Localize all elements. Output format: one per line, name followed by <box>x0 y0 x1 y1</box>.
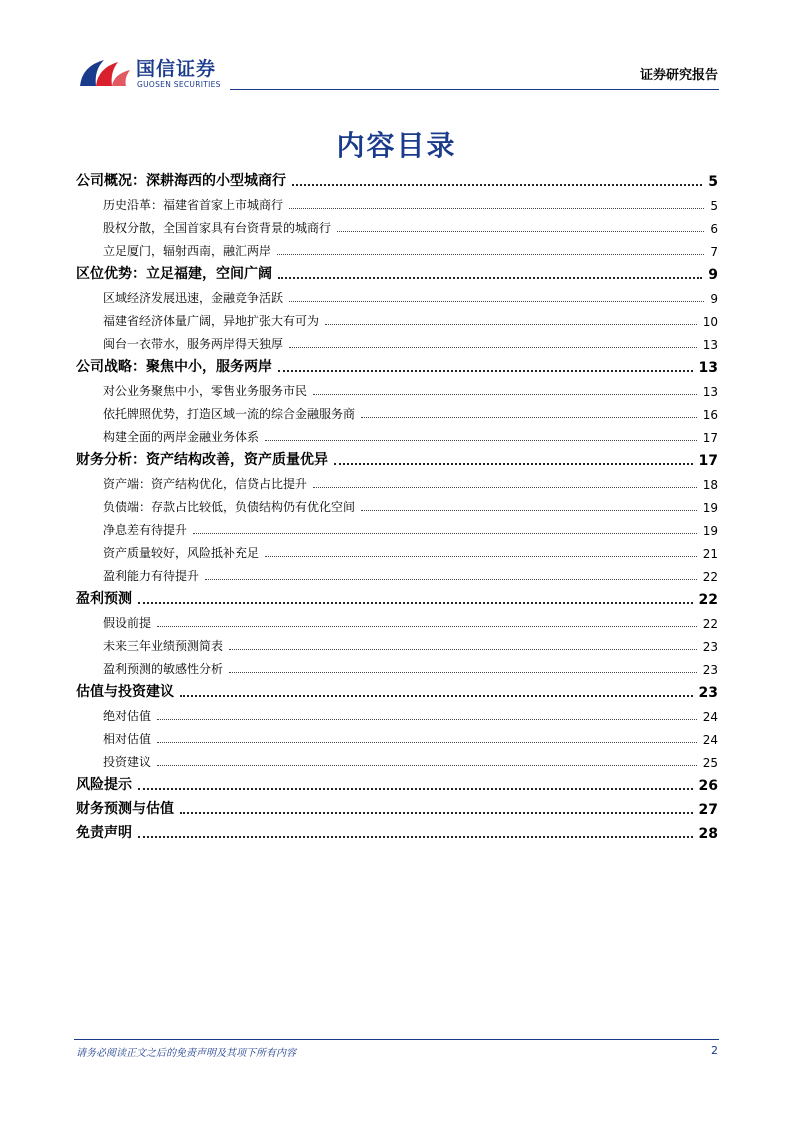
toc-entry-page: 18 <box>702 478 718 492</box>
toc-entry-label: 区域经济发展迅速，金融竞争活跃 <box>103 291 284 305</box>
toc-entry-label: 风险提示 <box>76 777 132 793</box>
toc-entry-page: 26 <box>698 778 718 794</box>
toc-entry-label: 历史沿革：福建省首家上市城商行 <box>103 198 284 212</box>
toc-dot-leader <box>334 463 693 465</box>
toc-dot-leader <box>138 788 693 790</box>
toc-entry-label: 盈利预测 <box>76 591 132 607</box>
toc-entry-page: 17 <box>698 453 718 469</box>
toc-entry-page: 9 <box>708 267 718 283</box>
toc-entry-page: 13 <box>702 385 718 399</box>
toc-entry-label: 股权分散，全国首家具有台资背景的城商行 <box>103 221 332 235</box>
brand-logo <box>74 52 224 96</box>
report-type-label: 证券研究报告 <box>639 68 718 83</box>
toc-dot-leader <box>292 184 702 186</box>
toc-section-entry[interactable] <box>76 447 718 471</box>
toc-entry-page: 10 <box>702 315 718 329</box>
toc-subsection-entry[interactable] <box>76 331 718 354</box>
toc-entry-label: 立足厦门，辐射西南，融汇两岸 <box>103 244 272 258</box>
toc-entry-page: 22 <box>702 570 718 584</box>
toc-subsection-entry[interactable] <box>76 215 718 238</box>
toc-subsection-entry[interactable] <box>76 238 718 261</box>
toc-dot-leader <box>337 231 704 232</box>
toc-entry-page: 16 <box>702 408 718 422</box>
toc-dot-leader <box>138 836 693 838</box>
toc-entry-label: 对公业务聚焦中小，零售业务服务市民 <box>103 384 308 398</box>
table-of-contents <box>76 168 718 844</box>
logo-name-cn: 国信证券 <box>136 58 217 80</box>
toc-dot-leader <box>229 672 697 673</box>
toc-subsection-entry[interactable] <box>76 378 718 401</box>
toc-entry-label: 公司概况：深耕海西的小型城商行 <box>76 173 286 189</box>
toc-subsection-entry[interactable] <box>76 633 718 656</box>
toc-section-entry[interactable] <box>76 796 718 820</box>
toc-entry-page: 19 <box>702 524 718 538</box>
toc-subsection-entry[interactable] <box>76 401 718 424</box>
toc-entry-label: 盈利能力有待提升 <box>103 569 200 583</box>
toc-section-entry[interactable] <box>76 354 718 378</box>
toc-section-entry[interactable] <box>76 679 718 703</box>
header-divider <box>230 89 719 90</box>
toc-entry-label: 绝对估值 <box>103 709 152 723</box>
toc-entry-page: 28 <box>698 826 718 842</box>
toc-dot-leader <box>157 765 697 766</box>
toc-entry-page: 24 <box>702 733 718 747</box>
toc-entry-label: 免责声明 <box>76 825 132 841</box>
toc-dot-leader <box>157 626 697 627</box>
toc-subsection-entry[interactable] <box>76 703 718 726</box>
toc-entry-page: 21 <box>702 547 718 561</box>
toc-dot-leader <box>180 695 693 697</box>
toc-entry-label: 财务预测与估值 <box>76 801 174 817</box>
toc-dot-leader <box>265 440 697 441</box>
toc-entry-page: 9 <box>710 292 718 306</box>
toc-subsection-entry[interactable] <box>76 471 718 494</box>
toc-dot-leader <box>313 394 697 395</box>
toc-section-entry[interactable] <box>76 261 718 285</box>
toc-subsection-entry[interactable] <box>76 285 718 308</box>
toc-entry-label: 资产质量较好，风险抵补充足 <box>103 546 260 560</box>
toc-subsection-entry[interactable] <box>76 726 718 749</box>
toc-entry-page: 25 <box>702 756 718 770</box>
toc-subsection-entry[interactable] <box>76 494 718 517</box>
toc-dot-leader <box>361 510 697 511</box>
toc-entry-label: 假设前提 <box>103 616 152 630</box>
toc-entry-label: 福建省经济体量广阔，异地扩张大有可为 <box>103 314 320 328</box>
toc-entry-label: 公司战略：聚焦中小，服务两岸 <box>76 359 272 375</box>
toc-dot-leader <box>289 347 697 348</box>
toc-entry-label: 投资建议 <box>103 755 152 769</box>
toc-entry-label: 构建全面的两岸金融业务体系 <box>103 430 260 444</box>
toc-subsection-entry[interactable] <box>76 610 718 633</box>
toc-entry-label: 闽台一衣带水，服务两岸得天独厚 <box>103 337 284 351</box>
toc-title: 内容目录 <box>336 129 457 162</box>
toc-entry-label: 净息差有待提升 <box>103 523 188 537</box>
toc-entry-page: 13 <box>698 360 718 376</box>
toc-dot-leader <box>157 742 697 743</box>
toc-entry-page: 5 <box>710 199 718 213</box>
toc-entry-page: 13 <box>702 338 718 352</box>
toc-dot-leader <box>277 254 704 255</box>
toc-section-entry[interactable] <box>76 586 718 610</box>
page-number: 2 <box>711 1044 718 1057</box>
toc-dot-leader <box>289 208 704 209</box>
toc-subsection-entry[interactable] <box>76 424 718 447</box>
toc-entry-label: 区位优势：立足福建，空间广阔 <box>76 266 272 282</box>
toc-subsection-entry[interactable] <box>76 749 718 772</box>
toc-entry-page: 17 <box>702 431 718 445</box>
toc-entry-page: 19 <box>702 501 718 515</box>
toc-entry-page: 7 <box>710 245 718 259</box>
toc-dot-leader <box>361 417 697 418</box>
toc-dot-leader <box>205 579 697 580</box>
toc-section-entry[interactable] <box>76 820 718 844</box>
toc-entry-page: 5 <box>708 174 718 190</box>
toc-dot-leader <box>313 487 697 488</box>
toc-section-entry[interactable] <box>76 772 718 796</box>
toc-entry-page: 24 <box>702 710 718 724</box>
toc-dot-leader <box>229 649 697 650</box>
toc-entry-page: 22 <box>702 617 718 631</box>
toc-dot-leader <box>278 370 693 372</box>
toc-subsection-entry[interactable] <box>76 308 718 331</box>
toc-subsection-entry[interactable] <box>76 540 718 563</box>
toc-subsection-entry[interactable] <box>76 192 718 215</box>
footer-disclaimer: 请务必阅读正文之后的免责声明及其项下所有内容 <box>76 1048 296 1059</box>
toc-dot-leader <box>157 719 697 720</box>
toc-section-entry[interactable] <box>76 168 718 192</box>
toc-dot-leader <box>289 301 704 302</box>
toc-entry-page: 23 <box>702 663 718 677</box>
toc-subsection-entry[interactable] <box>76 517 718 540</box>
footer-divider <box>74 1039 719 1040</box>
toc-entry-page: 23 <box>698 685 718 701</box>
toc-dot-leader <box>278 277 702 279</box>
toc-dot-leader <box>325 324 697 325</box>
toc-entry-page: 22 <box>698 592 718 608</box>
toc-entry-label: 资产端：资产结构优化，信贷占比提升 <box>103 477 308 491</box>
toc-entry-label: 未来三年业绩预测简表 <box>103 639 224 653</box>
toc-entry-page: 6 <box>710 222 718 236</box>
toc-dot-leader <box>265 556 697 557</box>
toc-entry-page: 23 <box>702 640 718 654</box>
guosen-logo-icon <box>74 52 134 92</box>
toc-dot-leader <box>180 812 693 814</box>
toc-entry-label: 估值与投资建议 <box>76 684 174 700</box>
toc-dot-leader <box>138 602 693 604</box>
toc-entry-label: 相对估值 <box>103 732 152 746</box>
logo-name-en: GUOSEN SECURITIES <box>137 80 221 89</box>
toc-dot-leader <box>193 533 697 534</box>
toc-entry-label: 财务分析：资产结构改善，资产质量优异 <box>76 452 328 468</box>
toc-entry-label: 负债端：存款占比较低，负债结构仍有优化空间 <box>103 500 356 514</box>
toc-entry-page: 27 <box>698 802 718 818</box>
toc-entry-label: 依托牌照优势，打造区域一流的综合金融服务商 <box>103 407 356 421</box>
toc-subsection-entry[interactable] <box>76 656 718 679</box>
toc-subsection-entry[interactable] <box>76 563 718 586</box>
toc-entry-label: 盈利预测的敏感性分析 <box>103 662 224 676</box>
